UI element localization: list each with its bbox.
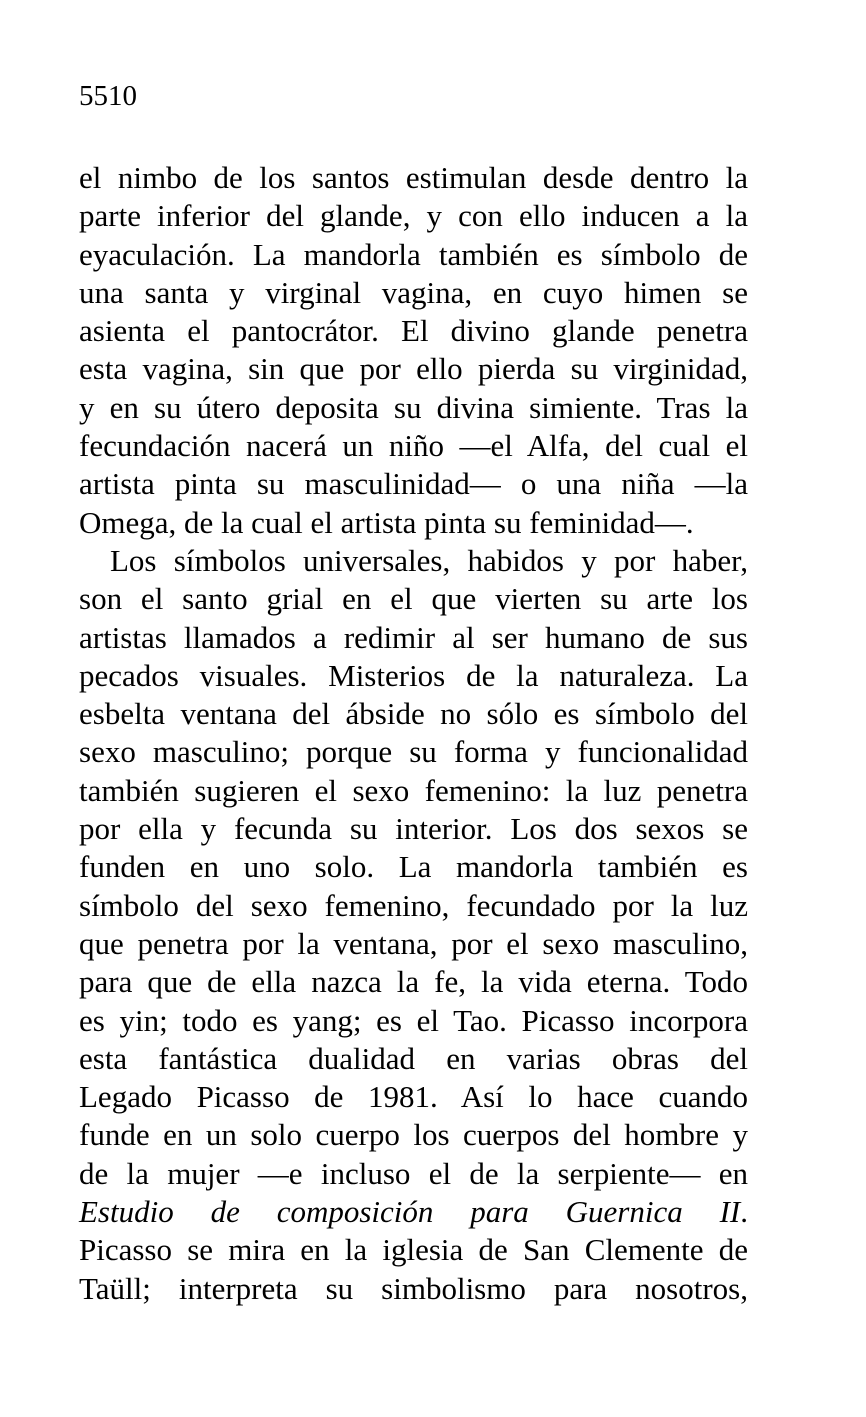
text-line: Los símbolos universales, habidos y por haber, (110, 542, 748, 578)
text-line: es yin; todo es yang; es el Tao. Picasso incorpora (79, 1002, 748, 1038)
text-line: pecados visuales. Misterios de la naturaleza. La (79, 657, 748, 693)
text-line: esbelta ventana del ábside no sólo es símbolo del (79, 696, 748, 732)
text-line: esta fantástica dualidad en varias obras del (79, 1040, 748, 1076)
page-number: 5510 (79, 80, 137, 112)
text-line: que penetra por la ventana, por el sexo masculino, (79, 925, 748, 961)
text-line: asienta el pantocrátor. El divino glande penetra (79, 313, 748, 349)
title-suffix: . (740, 1194, 748, 1230)
text-line: el nimbo de los santos estimulan desde dentro la (79, 160, 748, 195)
body-text (79, 159, 748, 1308)
text-line: Omega, de la cual el artista pinta su feminidad—. (79, 504, 694, 540)
paragraph-2 (79, 542, 748, 1308)
text-line: de la mujer —e incluso el de la serpiente— en (79, 1155, 748, 1191)
text-line: artista pinta su masculinidad— o una niña —la (79, 466, 748, 502)
text-line: símbolo del sexo femenino, fecundado por la luz (79, 887, 748, 923)
text-line: una santa y virginal vagina, en cuyo himen se (79, 274, 748, 310)
text-line: para que de ella nazca la fe, la vida eterna. Todo (79, 964, 748, 1000)
text-line: y en su útero deposita su divina simiente. Tras la (79, 389, 748, 425)
italic-work-title: Estudio de composición para Guernica II (79, 1194, 741, 1230)
text-line-with-italic-title (79, 1193, 748, 1231)
text-line: Picasso se mira en la iglesia de San Clemente de (79, 1232, 748, 1268)
text-line: esta vagina, sin que por ello pierda su virginidad, (79, 351, 748, 387)
text-line: Legado Picasso de 1981. Así lo hace cuando (79, 1079, 748, 1115)
text-line: son el santo grial en el que vierten su arte los (79, 581, 748, 617)
text-line: parte inferior del glande, y con ello inducen a la (79, 198, 748, 234)
text-line: Taüll; interpreta su simbolismo para nosotros, (79, 1270, 748, 1306)
text-line: fecundación nacerá un niño —el Alfa, del cual el (79, 428, 748, 464)
text-line: eyaculación. La mandorla también es símbolo de (79, 236, 748, 272)
text-line: también sugieren el sexo femenino: la luz penetra (79, 772, 748, 808)
text-line: funde en un solo cuerpo los cuerpos del hombre y (79, 1117, 748, 1153)
text-line: funden en uno solo. La mandorla también es (79, 849, 748, 885)
paragraph-1 (79, 159, 748, 542)
text-line: por ella y fecunda su interior. Los dos sexos se (79, 811, 748, 847)
text-line: sexo masculino; porque su forma y funcionalidad (79, 734, 748, 770)
text-line: artistas llamados a redimir al ser humano de sus (79, 619, 748, 655)
